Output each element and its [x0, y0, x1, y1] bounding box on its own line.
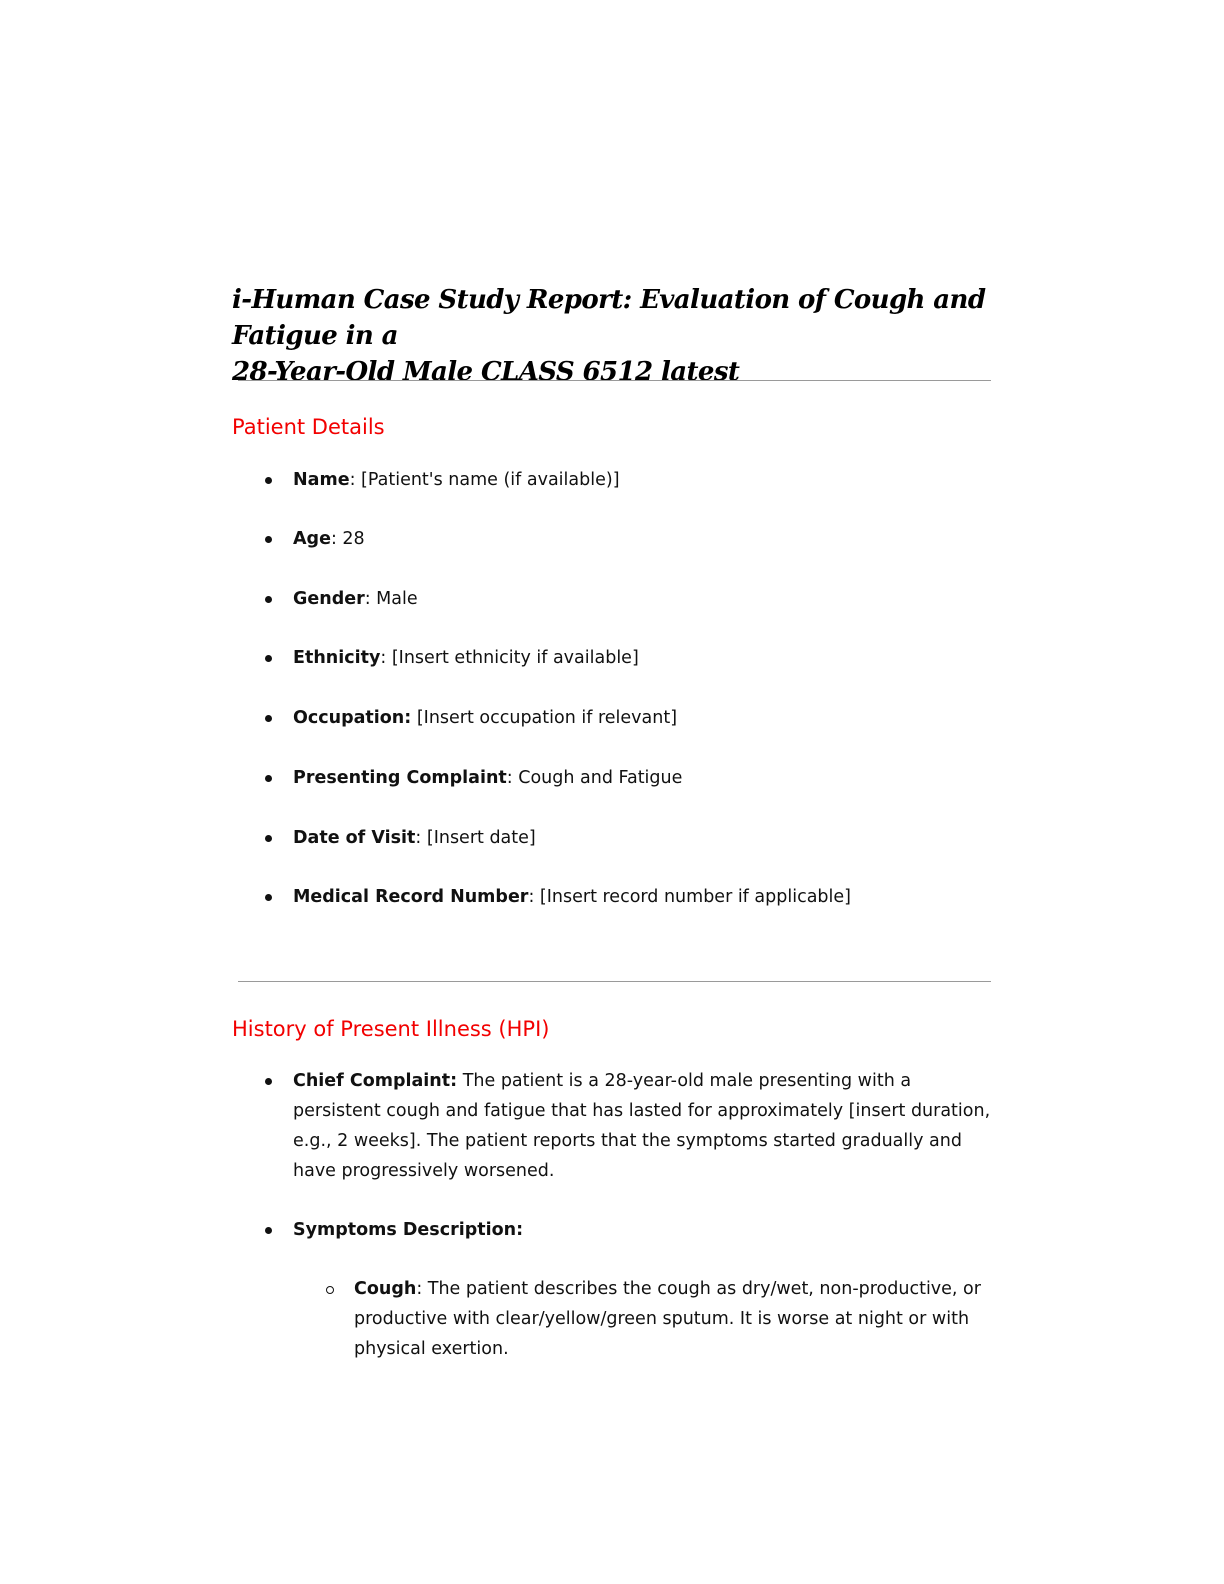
- detail-label: Medical Record Number: [293, 887, 529, 907]
- bullet-icon: [265, 715, 272, 722]
- bullet-icon: [265, 477, 272, 484]
- detail-item-date-of-visit: [262, 823, 1002, 853]
- detail-value: : Cough and Fatigue: [506, 768, 683, 788]
- document-title: [232, 282, 1012, 390]
- detail-value: : [Patient's name (if available)]: [349, 470, 620, 490]
- detail-label: Occupation:: [293, 708, 412, 728]
- document-title-line-1: i-Human Case Study Report: Evaluation of Cough and Fatigue in a: [232, 285, 986, 351]
- detail-label: Age: [293, 529, 331, 549]
- detail-value: : [Insert ethnicity if available]: [380, 648, 639, 668]
- detail-value: : [Insert record number if applicable]: [528, 887, 851, 907]
- bullet-icon: [265, 655, 272, 662]
- hpi-item-symptoms-description: [262, 1215, 1002, 1245]
- hpi-heading: History of Present Illness (HPI): [232, 1017, 550, 1041]
- hollow-bullet-icon: [326, 1286, 334, 1294]
- bullet-icon: [265, 1227, 272, 1234]
- hpi-value: The patient is a 28-year-old male presenting with a persistent cough and fatigue that has lasted for approximately [insert duration, e.g., 2 weeks]. The patient reports that the symptoms started gradually and have progressively worsened.: [293, 1071, 991, 1181]
- hpi-label: Symptoms Description:: [293, 1220, 524, 1240]
- detail-label: Date of Visit: [293, 828, 416, 848]
- hpi-sub-label: Cough: [354, 1279, 417, 1299]
- horizontal-divider: [238, 981, 991, 982]
- bullet-icon: [265, 596, 272, 603]
- detail-item-age: [262, 524, 1002, 554]
- hpi-subitem-cough: [322, 1274, 1004, 1364]
- document-title-line-2: 28-Year-Old Male CLASS 6512 latest: [232, 357, 740, 387]
- detail-label: Gender: [293, 589, 365, 609]
- detail-item-name: [262, 465, 1002, 495]
- bullet-icon: [265, 835, 272, 842]
- bullet-icon: [265, 1078, 272, 1085]
- detail-item-presenting-complaint: [262, 763, 1002, 793]
- detail-value: : Male: [364, 589, 418, 609]
- detail-item-gender: [262, 584, 1002, 614]
- bullet-icon: [265, 775, 272, 782]
- detail-label: Presenting Complaint: [293, 768, 507, 788]
- detail-item-medical-record-number: [262, 882, 1002, 912]
- horizontal-divider: [238, 380, 991, 381]
- detail-label: Ethnicity: [293, 648, 381, 668]
- bullet-icon: [265, 894, 272, 901]
- hpi-sub-value: : The patient describes the cough as dry/wet, non-productive, or productive with clear/yellow/green sputum. It is worse at night or with physical exertion.: [354, 1279, 981, 1359]
- detail-value: [Insert occupation if relevant]: [411, 708, 678, 728]
- patient-details-heading: Patient Details: [232, 415, 385, 439]
- hpi-item-chief-complaint: [262, 1066, 1002, 1186]
- hpi-label: Chief Complaint:: [293, 1071, 458, 1091]
- detail-value: : 28: [330, 529, 365, 549]
- bullet-icon: [265, 536, 272, 543]
- detail-value: : [Insert date]: [415, 828, 536, 848]
- detail-label: Name: [293, 470, 350, 490]
- detail-item-occupation: [262, 703, 1002, 733]
- detail-item-ethnicity: [262, 643, 1002, 673]
